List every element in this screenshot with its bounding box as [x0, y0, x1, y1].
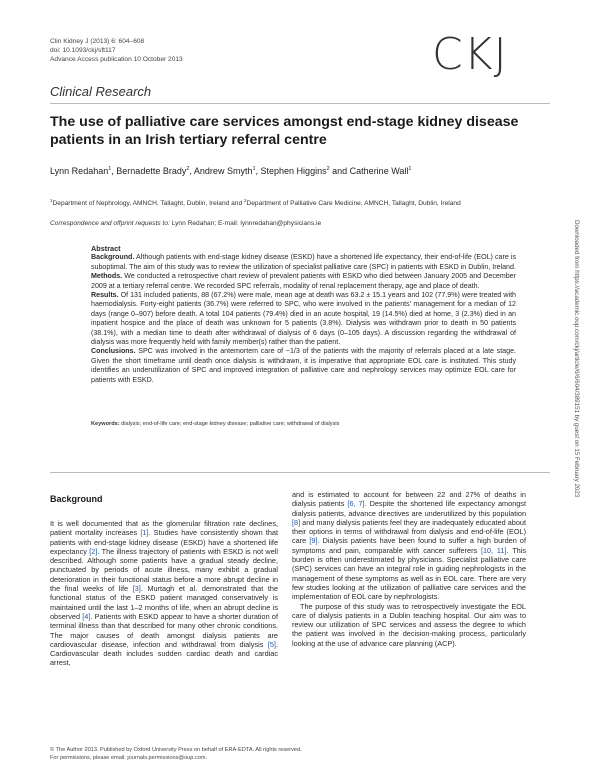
body-left-column	[50, 519, 278, 668]
abstract-background: Background. Although patients with end-stage kidney disease (ESKD) have a shortened life expectancy, their end-of-life (EOL) care is suboptimal. The aim of this study was to review the utilization of specialist palliative care (SPC) in patients with ESKD in Dublin, Ireland.	[91, 253, 516, 271]
permissions-line: For permissions, please email: journals.permissions@oup.com.	[50, 754, 208, 761]
journal-meta	[50, 37, 183, 64]
correspondence	[50, 220, 321, 227]
copyright-line: © The Author 2013. Published by Oxford University Press on behalf of ERA-EDTA. All rights reserved.	[50, 747, 302, 753]
publication-date: Advance Access publication 10 October 2013	[50, 56, 183, 63]
download-note-text[interactable]: Downloaded from https://academic.oup.com/ckj/article/6/6/604/389151 by guest on 15 February 2023	[573, 220, 580, 498]
author[interactable]: Catherine Wall	[349, 166, 409, 176]
correspondence-label: Correspondence and offprint requests to:	[50, 220, 170, 227]
purpose-paragraph: The purpose of this study was to retrospectively investigate the EOL care of dialysis patients in a Dublin teaching hospital. Our aim was to review our utilization of SPC services and assess the degree to which the patient was involved in the decision-making process, particularly looking at the use of advance care planning (ACP).	[292, 601, 526, 648]
affiliations: $^1$Department of Nephrology, AMNCH, Tallaght, Dublin, Ireland and $^2$Department of Palliative Care Medicine, AMNCH, Tallaght, Dublin, Ireland	[50, 198, 461, 208]
download-note	[575, 220, 585, 690]
background-paragraph: It is well documented that as the glomerular filtration rate declines, patient mortality increases [1]. Studies have consistently shown that patients with end-stage kidney disease (ESKD) have a shortened life expectancy [2]. The illness trajectory of patients with ESKD is not well described. Although some patients have a gradual steady decline, punctuated by periods of acute illness, many exhibit a gradual deterioration in their functional status before a more abrupt decline in the final weeks of life [3]. Murtagh et al. demonstrated that the functional status of the ESKD patient managed conservatively is maintained until the last 1–2 months of life, when an abrupt decline is observed [4]. Patients with ESKD appear to have a shorter duration of terminal illness than that described for many other chronic conditions. The major causes of death amongst dialysis patients are cardiovascular disease, infection and withdrawal from dialysis [5]. Cardiovascular death includes sudden cardiac death and cardiac arrest,	[50, 519, 279, 668]
continuation-paragraph: and is estimated to account for between 22 and 27% of deaths in dialysis patients [6, 7]. Despite the shortened life expectancy amongst dialysis patients, advance directives are underutilized by this population [8] and many dialysis patients feel they are inadequately educated about their options in terms of withdrawal from dialysis and end-of-life (EOL) care [9]. Dialysis patients have been found to suffer a high burden of symptoms and pain, comparable with cancer sufferers [10, 11]. This burden is often underestimated by physicians. Specialist palliative care (SPC) services can have an integral role in guiding nephrologists in the management of these symptoms as well as in EOL care. There are very few studies looking at the utilization of palliative care services and the implementation of EOL care by nephrologists.	[292, 490, 526, 602]
citation-link[interactable]: [4]	[82, 611, 91, 621]
copyright-footer	[50, 747, 540, 762]
abstract-divider	[50, 472, 550, 473]
background-heading: Background	[50, 494, 103, 504]
citation-link[interactable]: [8]	[292, 517, 301, 527]
header-divider	[50, 103, 550, 104]
keywords	[91, 421, 516, 427]
body-right-column	[292, 490, 526, 648]
citation-link[interactable]: [9]	[309, 536, 318, 546]
author[interactable]: Bernadette Brady	[116, 166, 187, 176]
author[interactable]: Stephen Higgins	[260, 166, 327, 176]
journal-logo: CKJ	[432, 29, 508, 80]
citation-link[interactable]: [10, 11]	[480, 545, 507, 555]
keywords-list: dialysis; end-of-life care; end-stage kidney disease; palliative care; withdrawal of dialysis	[119, 421, 340, 427]
affiliation-2: Department of Palliative Care Medicine, AMNCH, Tallaght, Dublin, Ireland	[246, 200, 461, 208]
author[interactable]: Lynn Redahan	[50, 166, 109, 176]
abstract-heading: Abstract	[91, 244, 121, 253]
keywords-label: Keywords:	[91, 421, 120, 427]
citation-link[interactable]: [5]	[267, 639, 276, 649]
citation-link[interactable]: [2]	[89, 546, 98, 556]
doi[interactable]: doi: 10.1093/ckj/sft117	[50, 47, 116, 54]
article-title: The use of palliative care services amongst end-stage kidney disease patients in an Irish tertiary referral centre	[50, 114, 519, 148]
citation-link[interactable]: [3]	[132, 584, 141, 594]
correspondence-details[interactable]: Lynn Redahan; E-mail: lynnredahan@physicians.ie	[169, 220, 322, 227]
abstract-methods: Methods. We conducted a retrospective chart review of prevalent patients with ESKD who died between January 2005 and December 2009 at a tertiary referral centre. We recorded SPC referrals, modality of renal replacement therapy, age and place of death.	[91, 272, 516, 290]
abstract-results: Results. Of 131 included patients, 88 (67.2%) were male, mean age at death was 63.2 ± 15.1 years and 102 (77.9%) were treated with haemodialysis. Forty-eight patients (36.7%) were referred to SPC, who were involved in the patients' management for a median of 12 days (range 0–907) before death. A total 104 patients (79.4%) died in an acute hospital, 19 (14.5%) died at home, 3 (2.3%) died in an inpatient hospice and the place of death was unknown for 5 patients (3.8%). Dialysis was withdrawn prior to death in 50 patients (38.1%), with a median time to death after withdrawal of dialysis of 6 days (0–105 days). A discussion regarding the withdrawal of dialysis was more frequently held with family member(s) rather than the patient.	[91, 291, 516, 347]
author[interactable]: Andrew Smyth	[193, 166, 253, 176]
abstract-conclusions: Conclusions. SPC was involved in the antemortem care of ~1/3 of the patients with the majority of referrals placed at a late stage. Given the short timeframe until death once dialysis is withdrawn, it is imperative that appropriate EOL care is instituted. This study identifies an underutilization of SPC and improved integration of palliative care and nephrology services may optimize EOL care for patients with ESKD.	[91, 347, 516, 384]
abstract	[91, 244, 516, 385]
author-list: Lynn Redahan$^1$, Bernadette Brady$^2$, Andrew Smyth$^1$, Stephen Higgins$^2$ and Catherine Wall$^1$	[50, 166, 412, 176]
citation-link[interactable]: [6, 7]	[347, 499, 365, 509]
affiliation-1: Department of Nephrology, AMNCH, Tallaght, Dublin, Ireland and	[52, 200, 244, 208]
citation-link[interactable]: [1]	[140, 528, 149, 538]
section-label: Clinical Research	[50, 84, 152, 99]
journal-reference: Clin Kidney J (2013) 6: 604–608	[50, 38, 145, 45]
